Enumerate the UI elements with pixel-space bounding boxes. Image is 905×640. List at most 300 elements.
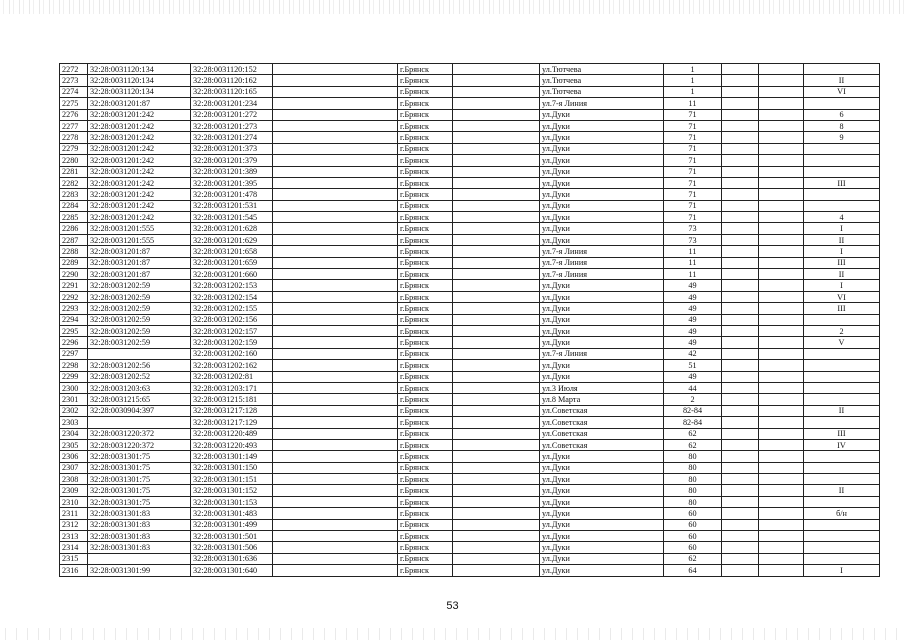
house-number-cell: 51 bbox=[664, 360, 722, 371]
table-row bbox=[60, 166, 880, 177]
empty-cell bbox=[759, 462, 804, 473]
old-cadastral-number-cell: 32:28:0031201:87 bbox=[88, 246, 191, 257]
house-number-cell: 71 bbox=[664, 155, 722, 166]
premises-number-cell: 6 bbox=[804, 109, 880, 120]
table-row bbox=[60, 120, 880, 131]
empty-cell bbox=[453, 382, 540, 393]
city-cell: г.Брянск bbox=[398, 519, 453, 530]
street-cell: ул.Тютчева bbox=[540, 86, 664, 97]
premises-number-cell bbox=[804, 143, 880, 154]
street-cell: ул.7-я Линия bbox=[540, 269, 664, 280]
old-cadastral-number-cell: 32:28:0031201:87 bbox=[88, 98, 191, 109]
row-number-cell: 2300 bbox=[60, 382, 88, 393]
city-cell: г.Брянск bbox=[398, 394, 453, 405]
row-number-cell: 2283 bbox=[60, 189, 88, 200]
new-cadastral-number-cell: 32:28:0031201:531 bbox=[191, 200, 273, 211]
row-number-cell: 2299 bbox=[60, 371, 88, 382]
empty-cell bbox=[722, 371, 759, 382]
old-cadastral-number-cell: 32:28:0031201:555 bbox=[88, 223, 191, 234]
empty-cell bbox=[453, 200, 540, 211]
empty-cell bbox=[722, 439, 759, 450]
empty-cell bbox=[453, 325, 540, 336]
new-cadastral-number-cell: 32:28:0031301:151 bbox=[191, 474, 273, 485]
old-cadastral-number-cell: 32:28:0031202:59 bbox=[88, 291, 191, 302]
row-number-cell: 2295 bbox=[60, 325, 88, 336]
premises-number-cell: I bbox=[804, 565, 880, 576]
row-number-cell: 2289 bbox=[60, 257, 88, 268]
table-row bbox=[60, 394, 880, 405]
table-row bbox=[60, 508, 880, 519]
empty-cell bbox=[759, 348, 804, 359]
empty-cell bbox=[453, 291, 540, 302]
empty-cell bbox=[759, 200, 804, 211]
new-cadastral-number-cell: 32:28:0031215:181 bbox=[191, 394, 273, 405]
house-number-cell: 11 bbox=[664, 269, 722, 280]
new-cadastral-number-cell: 32:28:0031201:545 bbox=[191, 212, 273, 223]
empty-cell bbox=[759, 166, 804, 177]
new-cadastral-number-cell: 32:28:0031120:162 bbox=[191, 75, 273, 86]
empty-cell bbox=[722, 428, 759, 439]
new-cadastral-number-cell: 32:28:0031301:152 bbox=[191, 485, 273, 496]
empty-cell bbox=[722, 394, 759, 405]
row-number-cell: 2288 bbox=[60, 246, 88, 257]
empty-cell bbox=[273, 565, 398, 576]
new-cadastral-number-cell: 32:28:0031301:636 bbox=[191, 553, 273, 564]
street-cell: ул.Дуки bbox=[540, 485, 664, 496]
empty-cell bbox=[759, 109, 804, 120]
empty-cell bbox=[453, 496, 540, 507]
empty-cell bbox=[453, 508, 540, 519]
house-number-cell: 2 bbox=[664, 394, 722, 405]
old-cadastral-number-cell: 32:28:0031202:59 bbox=[88, 325, 191, 336]
premises-number-cell: II bbox=[804, 234, 880, 245]
table-row bbox=[60, 64, 880, 75]
street-cell: ул.Дуки bbox=[540, 508, 664, 519]
old-cadastral-number-cell bbox=[88, 417, 191, 428]
city-cell: г.Брянск bbox=[398, 382, 453, 393]
new-cadastral-number-cell: 32:28:0031217:128 bbox=[191, 405, 273, 416]
row-number-cell: 2277 bbox=[60, 120, 88, 131]
street-cell: ул.Советская bbox=[540, 417, 664, 428]
old-cadastral-number-cell: 32:28:0031202:59 bbox=[88, 314, 191, 325]
row-number-cell: 2282 bbox=[60, 177, 88, 188]
street-cell: ул.Дуки bbox=[540, 189, 664, 200]
premises-number-cell bbox=[804, 189, 880, 200]
empty-cell bbox=[759, 382, 804, 393]
old-cadastral-number-cell bbox=[88, 553, 191, 564]
house-number-cell: 71 bbox=[664, 166, 722, 177]
table-row bbox=[60, 325, 880, 336]
table-row bbox=[60, 177, 880, 188]
old-cadastral-number-cell bbox=[88, 348, 191, 359]
table-row bbox=[60, 200, 880, 211]
table-row bbox=[60, 132, 880, 143]
empty-cell bbox=[453, 75, 540, 86]
city-cell: г.Брянск bbox=[398, 451, 453, 462]
table-row bbox=[60, 189, 880, 200]
street-cell: ул.7-я Линия bbox=[540, 348, 664, 359]
city-cell: г.Брянск bbox=[398, 109, 453, 120]
table-row bbox=[60, 474, 880, 485]
row-number-cell: 2293 bbox=[60, 303, 88, 314]
street-cell: ул.Дуки bbox=[540, 451, 664, 462]
old-cadastral-number-cell: 32:28:0031201:555 bbox=[88, 234, 191, 245]
new-cadastral-number-cell: 32:28:0031220:493 bbox=[191, 439, 273, 450]
premises-number-cell: 4 bbox=[804, 212, 880, 223]
empty-cell bbox=[273, 337, 398, 348]
empty-cell bbox=[722, 462, 759, 473]
table-row bbox=[60, 405, 880, 416]
city-cell: г.Брянск bbox=[398, 120, 453, 131]
table-row bbox=[60, 553, 880, 564]
street-cell: ул.Дуки bbox=[540, 166, 664, 177]
house-number-cell: 80 bbox=[664, 496, 722, 507]
new-cadastral-number-cell: 32:28:0031202:157 bbox=[191, 325, 273, 336]
row-number-cell: 2297 bbox=[60, 348, 88, 359]
row-number-cell: 2292 bbox=[60, 291, 88, 302]
empty-cell bbox=[722, 508, 759, 519]
city-cell: г.Брянск bbox=[398, 485, 453, 496]
city-cell: г.Брянск bbox=[398, 280, 453, 291]
house-number-cell: 60 bbox=[664, 519, 722, 530]
table-row bbox=[60, 439, 880, 450]
premises-number-cell: II bbox=[804, 75, 880, 86]
empty-cell bbox=[722, 542, 759, 553]
empty-cell bbox=[453, 166, 540, 177]
row-number-cell: 2301 bbox=[60, 394, 88, 405]
empty-cell bbox=[722, 246, 759, 257]
city-cell: г.Брянск bbox=[398, 303, 453, 314]
street-cell: ул.Дуки bbox=[540, 360, 664, 371]
premises-number-cell bbox=[804, 451, 880, 462]
empty-cell bbox=[759, 143, 804, 154]
table-row bbox=[60, 496, 880, 507]
table-row bbox=[60, 371, 880, 382]
new-cadastral-number-cell: 32:28:0031301:499 bbox=[191, 519, 273, 530]
empty-cell bbox=[273, 474, 398, 485]
empty-cell bbox=[273, 439, 398, 450]
row-number-cell: 2296 bbox=[60, 337, 88, 348]
street-cell: ул.Дуки bbox=[540, 291, 664, 302]
old-cadastral-number-cell: 32:28:0031202:56 bbox=[88, 360, 191, 371]
house-number-cell: 60 bbox=[664, 531, 722, 542]
empty-cell bbox=[759, 485, 804, 496]
row-number-cell: 2313 bbox=[60, 531, 88, 542]
city-cell: г.Брянск bbox=[398, 553, 453, 564]
new-cadastral-number-cell: 32:28:0031201:395 bbox=[191, 177, 273, 188]
house-number-cell: 11 bbox=[664, 98, 722, 109]
empty-cell bbox=[759, 542, 804, 553]
city-cell: г.Брянск bbox=[398, 64, 453, 75]
table-row bbox=[60, 143, 880, 154]
house-number-cell: 80 bbox=[664, 451, 722, 462]
old-cadastral-number-cell: 32:28:0031120:134 bbox=[88, 86, 191, 97]
old-cadastral-number-cell: 32:28:0031203:63 bbox=[88, 382, 191, 393]
premises-number-cell bbox=[804, 417, 880, 428]
empty-cell bbox=[453, 565, 540, 576]
house-number-cell: 71 bbox=[664, 189, 722, 200]
house-number-cell: 62 bbox=[664, 428, 722, 439]
row-number-cell: 2316 bbox=[60, 565, 88, 576]
empty-cell bbox=[759, 428, 804, 439]
house-number-cell: 49 bbox=[664, 291, 722, 302]
table-row bbox=[60, 428, 880, 439]
house-number-cell: 64 bbox=[664, 565, 722, 576]
empty-cell bbox=[273, 86, 398, 97]
empty-cell bbox=[453, 348, 540, 359]
house-number-cell: 71 bbox=[664, 200, 722, 211]
old-cadastral-number-cell: 32:28:0031201:242 bbox=[88, 177, 191, 188]
street-cell: ул.Советская bbox=[540, 405, 664, 416]
old-cadastral-number-cell: 32:28:0031301:75 bbox=[88, 485, 191, 496]
empty-cell bbox=[722, 64, 759, 75]
city-cell: г.Брянск bbox=[398, 166, 453, 177]
empty-cell bbox=[759, 269, 804, 280]
new-cadastral-number-cell: 32:28:0031201:628 bbox=[191, 223, 273, 234]
empty-cell bbox=[453, 155, 540, 166]
row-number-cell: 2285 bbox=[60, 212, 88, 223]
house-number-cell: 49 bbox=[664, 280, 722, 291]
cadastral-register-table bbox=[59, 63, 880, 577]
empty-cell bbox=[759, 405, 804, 416]
row-number-cell: 2294 bbox=[60, 314, 88, 325]
row-number-cell: 2307 bbox=[60, 462, 88, 473]
new-cadastral-number-cell: 32:28:0031201:629 bbox=[191, 234, 273, 245]
empty-cell bbox=[759, 474, 804, 485]
empty-cell bbox=[273, 462, 398, 473]
new-cadastral-number-cell: 32:28:0031301:501 bbox=[191, 531, 273, 542]
empty-cell bbox=[759, 177, 804, 188]
premises-number-cell bbox=[804, 474, 880, 485]
new-cadastral-number-cell: 32:28:0031201:379 bbox=[191, 155, 273, 166]
table-row bbox=[60, 98, 880, 109]
empty-cell bbox=[722, 143, 759, 154]
premises-number-cell bbox=[804, 371, 880, 382]
premises-number-cell bbox=[804, 553, 880, 564]
new-cadastral-number-cell: 32:28:0031201:234 bbox=[191, 98, 273, 109]
empty-cell bbox=[273, 382, 398, 393]
empty-cell bbox=[273, 405, 398, 416]
row-number-cell: 2275 bbox=[60, 98, 88, 109]
premises-number-cell bbox=[804, 382, 880, 393]
old-cadastral-number-cell: 32:28:0031301:75 bbox=[88, 462, 191, 473]
table-row bbox=[60, 451, 880, 462]
city-cell: г.Брянск bbox=[398, 371, 453, 382]
premises-number-cell bbox=[804, 166, 880, 177]
empty-cell bbox=[453, 303, 540, 314]
premises-number-cell bbox=[804, 200, 880, 211]
empty-cell bbox=[722, 132, 759, 143]
table-row bbox=[60, 360, 880, 371]
new-cadastral-number-cell: 32:28:0031202:81 bbox=[191, 371, 273, 382]
empty-cell bbox=[273, 531, 398, 542]
row-number-cell: 2290 bbox=[60, 269, 88, 280]
premises-number-cell: б/н bbox=[804, 508, 880, 519]
old-cadastral-number-cell: 32:28:0031201:242 bbox=[88, 143, 191, 154]
empty-cell bbox=[722, 291, 759, 302]
empty-cell bbox=[453, 212, 540, 223]
row-number-cell: 2304 bbox=[60, 428, 88, 439]
street-cell: ул.Дуки bbox=[540, 223, 664, 234]
empty-cell bbox=[453, 531, 540, 542]
street-cell: ул.Тютчева bbox=[540, 75, 664, 86]
empty-cell bbox=[273, 496, 398, 507]
empty-cell bbox=[453, 109, 540, 120]
city-cell: г.Брянск bbox=[398, 212, 453, 223]
empty-cell bbox=[453, 98, 540, 109]
empty-cell bbox=[759, 371, 804, 382]
old-cadastral-number-cell: 32:28:0030904:397 bbox=[88, 405, 191, 416]
new-cadastral-number-cell: 32:28:0031202:159 bbox=[191, 337, 273, 348]
empty-cell bbox=[273, 451, 398, 462]
empty-cell bbox=[273, 417, 398, 428]
premises-number-cell bbox=[804, 394, 880, 405]
table-row bbox=[60, 485, 880, 496]
house-number-cell: 71 bbox=[664, 120, 722, 131]
empty-cell bbox=[722, 177, 759, 188]
premises-number-cell bbox=[804, 98, 880, 109]
new-cadastral-number-cell: 32:28:0031201:274 bbox=[191, 132, 273, 143]
empty-cell bbox=[722, 120, 759, 131]
premises-number-cell: III bbox=[804, 257, 880, 268]
house-number-cell: 1 bbox=[664, 86, 722, 97]
empty-cell bbox=[273, 64, 398, 75]
house-number-cell: 42 bbox=[664, 348, 722, 359]
empty-cell bbox=[722, 166, 759, 177]
city-cell: г.Брянск bbox=[398, 348, 453, 359]
new-cadastral-number-cell: 32:28:0031202:162 bbox=[191, 360, 273, 371]
empty-cell bbox=[722, 303, 759, 314]
row-number-cell: 2314 bbox=[60, 542, 88, 553]
new-cadastral-number-cell: 32:28:0031301:506 bbox=[191, 542, 273, 553]
empty-cell bbox=[273, 348, 398, 359]
empty-cell bbox=[453, 337, 540, 348]
empty-cell bbox=[453, 246, 540, 257]
house-number-cell: 60 bbox=[664, 508, 722, 519]
premises-number-cell: VI bbox=[804, 86, 880, 97]
street-cell: ул.Дуки bbox=[540, 542, 664, 553]
empty-cell bbox=[453, 428, 540, 439]
house-number-cell: 80 bbox=[664, 474, 722, 485]
house-number-cell: 73 bbox=[664, 234, 722, 245]
row-number-cell: 2274 bbox=[60, 86, 88, 97]
city-cell: г.Брянск bbox=[398, 143, 453, 154]
city-cell: г.Брянск bbox=[398, 542, 453, 553]
city-cell: г.Брянск bbox=[398, 189, 453, 200]
new-cadastral-number-cell: 32:28:0031201:478 bbox=[191, 189, 273, 200]
street-cell: ул.Дуки bbox=[540, 212, 664, 223]
empty-cell bbox=[273, 257, 398, 268]
house-number-cell: 11 bbox=[664, 257, 722, 268]
empty-cell bbox=[722, 212, 759, 223]
table-row bbox=[60, 269, 880, 280]
premises-number-cell: I bbox=[804, 246, 880, 257]
old-cadastral-number-cell: 32:28:0031201:242 bbox=[88, 132, 191, 143]
street-cell: ул.3 Июля bbox=[540, 382, 664, 393]
row-number-cell: 2281 bbox=[60, 166, 88, 177]
empty-cell bbox=[759, 64, 804, 75]
old-cadastral-number-cell: 32:28:0031201:87 bbox=[88, 269, 191, 280]
street-cell: ул.Советская bbox=[540, 439, 664, 450]
old-cadastral-number-cell: 32:28:0031201:242 bbox=[88, 212, 191, 223]
row-number-cell: 2278 bbox=[60, 132, 88, 143]
empty-cell bbox=[722, 496, 759, 507]
table-row bbox=[60, 565, 880, 576]
house-number-cell: 82-84 bbox=[664, 417, 722, 428]
empty-cell bbox=[722, 337, 759, 348]
empty-cell bbox=[273, 519, 398, 530]
street-cell: ул.Дуки bbox=[540, 155, 664, 166]
empty-cell bbox=[453, 485, 540, 496]
new-cadastral-number-cell: 32:28:0031201:659 bbox=[191, 257, 273, 268]
empty-cell bbox=[759, 337, 804, 348]
old-cadastral-number-cell: 32:28:0031301:99 bbox=[88, 565, 191, 576]
premises-number-cell bbox=[804, 155, 880, 166]
empty-cell bbox=[759, 86, 804, 97]
table-row bbox=[60, 303, 880, 314]
table-row bbox=[60, 257, 880, 268]
city-cell: г.Брянск bbox=[398, 508, 453, 519]
empty-cell bbox=[273, 109, 398, 120]
empty-cell bbox=[759, 519, 804, 530]
empty-cell bbox=[273, 166, 398, 177]
street-cell: ул.7-я Линия bbox=[540, 246, 664, 257]
empty-cell bbox=[273, 325, 398, 336]
empty-cell bbox=[273, 177, 398, 188]
empty-cell bbox=[453, 280, 540, 291]
empty-cell bbox=[759, 75, 804, 86]
empty-cell bbox=[722, 382, 759, 393]
city-cell: г.Брянск bbox=[398, 360, 453, 371]
new-cadastral-number-cell: 32:28:0031120:152 bbox=[191, 64, 273, 75]
street-cell: ул.Дуки bbox=[540, 177, 664, 188]
house-number-cell: 71 bbox=[664, 143, 722, 154]
premises-number-cell: II bbox=[804, 485, 880, 496]
row-number-cell: 2306 bbox=[60, 451, 88, 462]
empty-cell bbox=[722, 360, 759, 371]
old-cadastral-number-cell: 32:28:0031201:242 bbox=[88, 120, 191, 131]
empty-cell bbox=[453, 223, 540, 234]
street-cell: ул.Дуки bbox=[540, 280, 664, 291]
empty-cell bbox=[453, 132, 540, 143]
new-cadastral-number-cell: 32:28:0031201:660 bbox=[191, 269, 273, 280]
row-number-cell: 2312 bbox=[60, 519, 88, 530]
new-cadastral-number-cell: 32:28:0031202:156 bbox=[191, 314, 273, 325]
empty-cell bbox=[273, 360, 398, 371]
empty-cell bbox=[759, 234, 804, 245]
house-number-cell: 44 bbox=[664, 382, 722, 393]
empty-cell bbox=[759, 155, 804, 166]
row-number-cell: 2279 bbox=[60, 143, 88, 154]
old-cadastral-number-cell: 32:28:0031201:242 bbox=[88, 166, 191, 177]
premises-number-cell: I bbox=[804, 280, 880, 291]
row-number-cell: 2298 bbox=[60, 360, 88, 371]
city-cell: г.Брянск bbox=[398, 325, 453, 336]
city-cell: г.Брянск bbox=[398, 75, 453, 86]
table-row bbox=[60, 155, 880, 166]
empty-cell bbox=[722, 348, 759, 359]
street-cell: ул.Дуки bbox=[540, 337, 664, 348]
new-cadastral-number-cell: 32:28:0031202:155 bbox=[191, 303, 273, 314]
empty-cell bbox=[759, 212, 804, 223]
premises-number-cell: II bbox=[804, 405, 880, 416]
old-cadastral-number-cell: 32:28:0031202:59 bbox=[88, 337, 191, 348]
city-cell: г.Брянск bbox=[398, 257, 453, 268]
empty-cell bbox=[453, 371, 540, 382]
city-cell: г.Брянск bbox=[398, 155, 453, 166]
city-cell: г.Брянск bbox=[398, 132, 453, 143]
house-number-cell: 49 bbox=[664, 337, 722, 348]
